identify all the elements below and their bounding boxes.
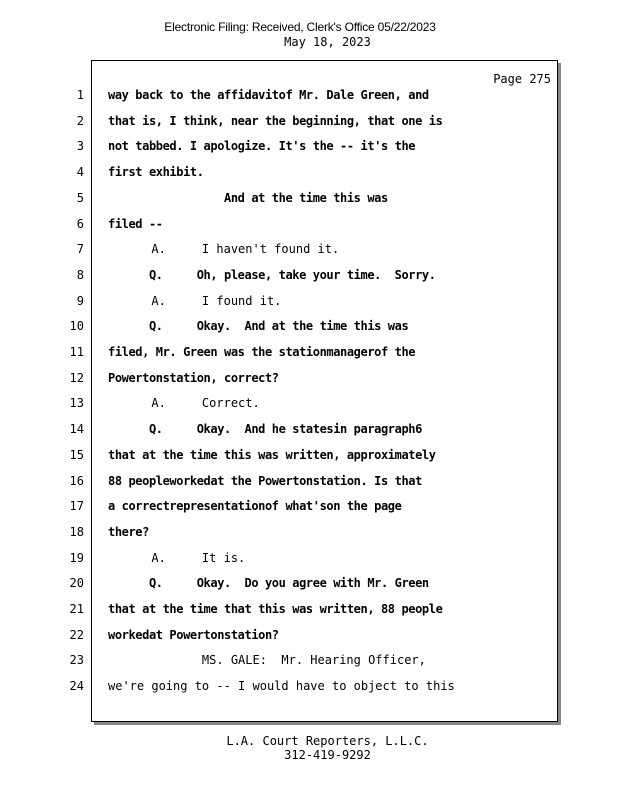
transcript-line: not tabbed. I apologize. It's the -- it's the <box>108 139 416 153</box>
line-number: 15 <box>69 448 84 462</box>
transcript-line: A. It is. <box>108 551 246 565</box>
footer-phone: 312-419-9292 <box>284 748 371 762</box>
line-number: 9 <box>76 294 84 308</box>
page-number: Page 275 <box>493 72 551 86</box>
line-number: 17 <box>69 499 84 513</box>
line-number: 8 <box>76 268 84 282</box>
transcript-page <box>91 60 558 722</box>
line-number: 5 <box>76 191 84 205</box>
line-number: 21 <box>69 602 84 616</box>
transcript-line: Q. Okay. And at the time this was <box>108 319 409 333</box>
transcript-line: first exhibit. <box>108 165 204 179</box>
transcript-line: workedat Powertonstation? <box>108 628 279 642</box>
line-number: 20 <box>69 576 84 590</box>
transcript-line: Q. Okay. And he statesin paragraph6 <box>108 422 422 436</box>
transcript-line: that at the time that this was written, 88 people <box>108 602 443 616</box>
line-number: 14 <box>69 422 84 436</box>
line-number: 23 <box>69 653 84 667</box>
line-number: 18 <box>69 525 84 539</box>
transcript-line: we're going to -- I would have to object to this <box>108 679 455 693</box>
line-number: 12 <box>69 371 84 385</box>
line-number: 1 <box>76 88 84 102</box>
line-number: 10 <box>69 319 84 333</box>
transcript-line: Q. Okay. Do you agree with Mr. Green <box>108 576 429 590</box>
transcript-line: filed, Mr. Green was the stationmanagerof the <box>108 345 416 359</box>
transcript-line: A. Correct. <box>108 396 260 410</box>
header-date: May 18, 2023 <box>284 35 371 49</box>
transcript-line: A. I haven't found it. <box>108 242 340 256</box>
transcript-line: filed -- <box>108 217 163 231</box>
transcript-line: A. I found it. <box>108 294 282 308</box>
line-number: 19 <box>69 551 84 565</box>
line-number: 22 <box>69 628 84 642</box>
line-number: 24 <box>69 679 84 693</box>
line-number: 4 <box>76 165 84 179</box>
filing-stamp: Electronic Filing: Received, Clerk's Office 05/22/2023 <box>164 20 436 34</box>
transcript-line: And at the time this was <box>108 191 388 205</box>
transcript-line: way back to the affidavitof Mr. Dale Green, and <box>108 88 429 102</box>
transcript-line: that at the time this was written, approximately <box>108 448 436 462</box>
transcript-line: Powertonstation, correct? <box>108 371 279 385</box>
transcript-line: a correctrepresentationof what'son the page <box>108 499 402 513</box>
line-number: 3 <box>76 139 84 153</box>
transcript-line: Q. Oh, please, take your time. Sorry. <box>108 268 436 282</box>
line-number: 11 <box>69 345 84 359</box>
transcript-line: there? <box>108 525 149 539</box>
footer-company: L.A. Court Reporters, L.L.C. <box>226 734 429 748</box>
line-number: 13 <box>69 396 84 410</box>
line-number: 2 <box>76 114 84 128</box>
line-number: 7 <box>76 242 84 256</box>
line-number: 6 <box>76 217 84 231</box>
transcript-line: that is, I think, near the beginning, that one is <box>108 114 443 128</box>
transcript-line: 88 peopleworkedat the Powertonstation. Is that <box>108 474 422 488</box>
transcript-line: MS. GALE: Mr. Hearing Officer, <box>108 653 426 667</box>
line-number: 16 <box>69 474 84 488</box>
